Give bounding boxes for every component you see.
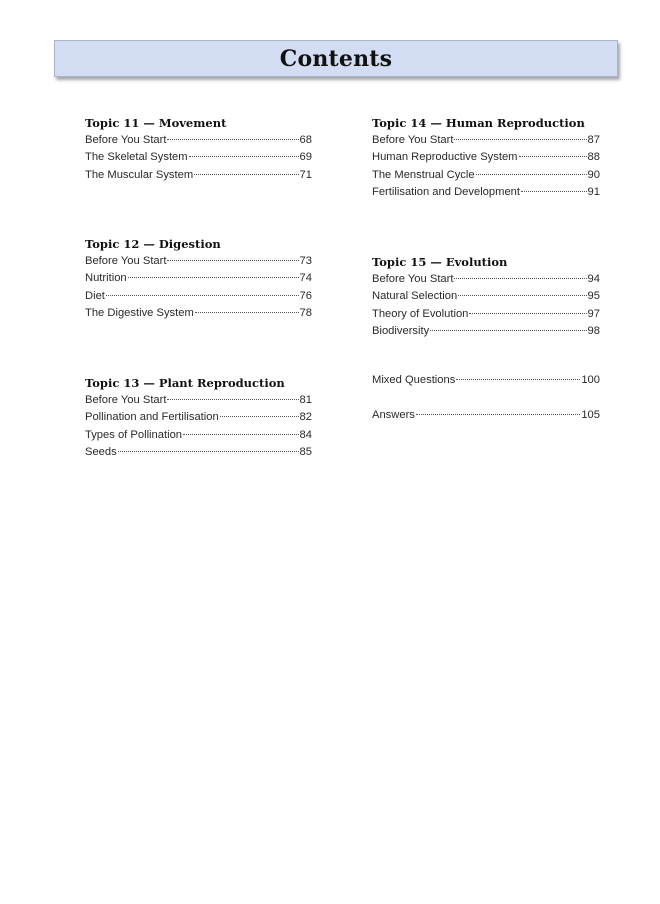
toc-entry[interactable]	[372, 323, 600, 340]
toc-entry[interactable]	[85, 409, 312, 426]
toc-entry-label: The Skeletal System	[85, 151, 188, 164]
toc-page-number: 68	[299, 134, 312, 146]
leader-dots	[456, 379, 580, 380]
toc-entry-label: Mixed Questions	[372, 374, 456, 386]
toc-entry-label: Before You Start	[85, 134, 167, 146]
toc-page-number: 90	[587, 168, 600, 181]
toc-entry[interactable]	[85, 167, 312, 184]
toc-entry-label: Human Reproductive System	[372, 151, 518, 164]
topic-15-section	[372, 254, 600, 341]
leader-dots	[118, 451, 299, 452]
toc-entry-answers[interactable]	[372, 407, 600, 424]
leader-dots	[416, 414, 580, 415]
toc-page-number: 97	[587, 307, 600, 320]
toc-entry-label: The Digestive System	[85, 307, 194, 320]
toc-entry[interactable]	[85, 132, 312, 149]
leader-dots	[167, 399, 298, 400]
topic-heading: Topic 14 — Human Reproduction	[372, 116, 585, 130]
toc-entry[interactable]	[85, 270, 312, 287]
leader-dots	[128, 277, 299, 278]
leader-dots	[106, 295, 299, 296]
topic-heading: Topic 11 — Movement	[85, 116, 227, 130]
leader-dots	[430, 330, 586, 331]
toc-page-number: 88	[587, 151, 600, 164]
leader-dots	[167, 260, 298, 261]
leader-dots	[220, 416, 299, 417]
leader-dots	[521, 191, 587, 192]
toc-entry[interactable]	[85, 253, 312, 270]
page-title: Contents	[279, 45, 393, 72]
toc-page-number: 81	[299, 394, 312, 406]
answers-section	[372, 407, 600, 424]
toc-entry-label: Answers	[372, 409, 415, 421]
topic-12-section	[85, 236, 312, 323]
toc-entry[interactable]	[85, 427, 312, 444]
toc-entry-label: Seeds	[85, 446, 117, 459]
topic-11-section	[85, 115, 312, 184]
leader-dots	[476, 174, 587, 175]
toc-entry[interactable]	[372, 271, 600, 288]
toc-page-number: 98	[587, 325, 600, 338]
leader-dots	[189, 156, 299, 157]
leader-dots	[469, 313, 586, 314]
toc-entry-label: Fertilisation and Development	[372, 186, 520, 199]
topic-14-section	[372, 115, 600, 202]
toc-page-number: 105	[581, 409, 600, 421]
leader-dots	[183, 434, 299, 435]
toc-entry-label: Diet	[85, 289, 105, 302]
topic-13-section	[85, 375, 312, 462]
toc-entry[interactable]	[372, 167, 600, 184]
toc-entry[interactable]	[85, 149, 312, 166]
toc-entry[interactable]	[85, 305, 312, 322]
toc-page-number: 91	[587, 186, 600, 199]
leader-dots	[454, 139, 586, 140]
leader-dots	[519, 156, 587, 157]
toc-entry-label: Before You Start	[372, 273, 454, 285]
toc-entry[interactable]	[372, 306, 600, 323]
toc-entry-mixed-questions[interactable]	[372, 372, 600, 389]
toc-page-number: 94	[587, 273, 600, 285]
toc-page-number: 76	[299, 289, 312, 302]
toc-entry-label: The Menstrual Cycle	[372, 168, 475, 181]
toc-entry-label: Before You Start	[85, 394, 167, 406]
leader-dots	[194, 174, 298, 175]
toc-page-number: 100	[581, 374, 600, 386]
leader-dots	[458, 295, 586, 296]
toc-entry-label: Types of Pollination	[85, 428, 183, 441]
toc-entry[interactable]	[372, 288, 600, 305]
toc-entry[interactable]	[372, 184, 600, 201]
toc-entry[interactable]	[85, 392, 312, 409]
toc-page-number: 85	[299, 446, 312, 459]
toc-entry-label: Nutrition	[85, 272, 127, 285]
toc-entry-label: Natural Selection	[372, 290, 458, 303]
toc-entry[interactable]	[85, 288, 312, 305]
topic-heading: Topic 15 — Evolution	[372, 255, 508, 269]
toc-page-number: 73	[299, 255, 312, 267]
toc-entry[interactable]	[85, 444, 312, 461]
toc-page-number: 71	[299, 168, 312, 181]
toc-page-number: 78	[299, 307, 312, 320]
leader-dots	[167, 139, 298, 140]
toc-page-number: 87	[587, 134, 600, 146]
toc-entry-label: Pollination and Fertilisation	[85, 411, 219, 424]
toc-page-number: 74	[299, 272, 312, 285]
toc-entry[interactable]	[372, 149, 600, 166]
toc-entry-label: Theory of Evolution	[372, 307, 469, 320]
topic-heading: Topic 13 — Plant Reproduction	[85, 376, 285, 390]
contents-title-bar	[54, 40, 618, 77]
toc-entry-label: Biodiversity	[372, 325, 430, 338]
toc-page-number: 84	[299, 428, 312, 441]
mixed-questions-section	[372, 372, 600, 389]
toc-page-number: 82	[299, 411, 312, 424]
toc-entry[interactable]	[372, 132, 600, 149]
topic-heading: Topic 12 — Digestion	[85, 237, 221, 251]
leader-dots	[454, 278, 586, 279]
toc-page-number: 95	[587, 290, 600, 303]
toc-entry-label: Before You Start	[85, 255, 167, 267]
leader-dots	[195, 312, 299, 313]
toc-page-number: 69	[299, 151, 312, 164]
toc-entry-label: The Muscular System	[85, 168, 194, 181]
toc-entry-label: Before You Start	[372, 134, 454, 146]
